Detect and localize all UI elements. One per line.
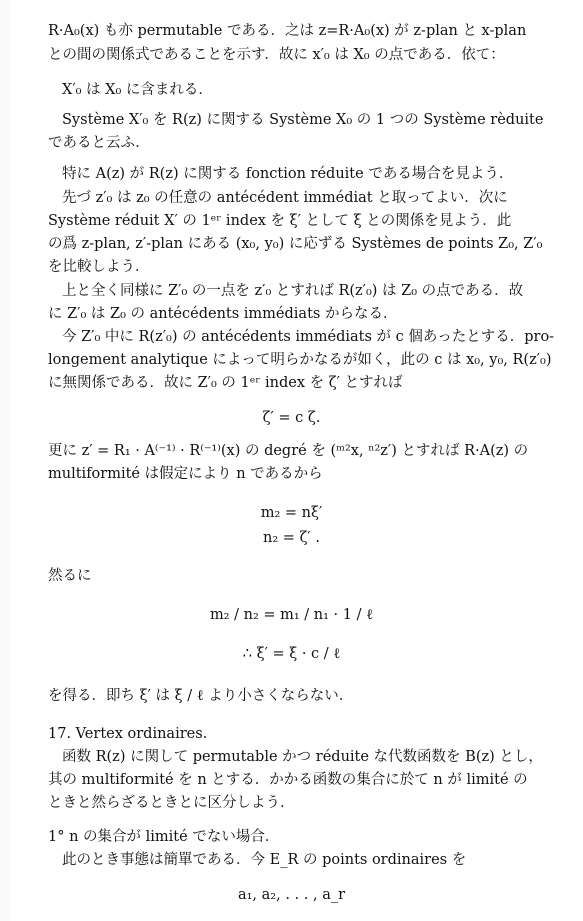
text-line: であると云ふ． — [48, 135, 150, 151]
section-heading: 17. Vertex ordinaires. — [48, 726, 208, 742]
equation: ζ′ = c ζ. — [262, 410, 321, 426]
equation: m₂ = nξ′ — [260, 505, 323, 521]
text-line: 更に z′ = R₁ · A⁽⁻¹⁾ · R⁽⁻¹⁾(x) の degré を (ᵐ²x, ⁿ²z′) とすれば R·A(z) の — [48, 443, 529, 459]
text-line: との間の関係式であることを示す．故に x′₀ は X₀ の点である．依て： — [48, 47, 505, 63]
text-line: 函数 R(z) に関して permutable かつ réduite な代数函数を B(z) とし， — [62, 749, 543, 765]
text-line: ときと然らざるときとに区分しよう． — [48, 795, 295, 811]
text-line: を比較しよう． — [48, 259, 150, 275]
text-line: に無関係である．故に Z′₀ の 1ᵉʳ index を ζ′ とすれば — [48, 375, 403, 391]
text-line: 先づ z′₀ は z₀ の任意の antécédent immédiat と取ってよい．次に — [62, 190, 508, 206]
text-line: 其の multiformité を n とする．かかる函数の集合に於て n が limité の — [48, 772, 528, 788]
text-line: の爲 z-plan, z′-plan にある (x₀, y₀) に応ずる Systèmes de points Z₀, Z′₀ — [48, 236, 543, 252]
text-line: 上と全く同様に Z′₀ の一点を z′₀ とすれば R(z′₀) は Z₀ の点である．故 — [62, 283, 524, 299]
subsection-heading: 1° n の集合が limité でない場合． — [48, 829, 280, 845]
text-line: を得る．即ち ξ′ は ξ / ℓ より小さくならない． — [48, 688, 354, 704]
equation: ∴ ξ′ = ξ · c / ℓ — [242, 646, 341, 662]
equation: m₂ / n₂ = m₁ / n₁ · 1 / ℓ — [209, 607, 374, 623]
text-line: に Z′₀ は Z₀ の antécédents immédiats からなる． — [48, 306, 398, 322]
text-line: R·A₀(x) も亦 permutable である．之は z=R·A₀(x) が z-plan と x-plan — [48, 23, 527, 39]
text-line: 特に A(z) が R(z) に関する fonction réduite である場合を見よう． — [62, 166, 514, 182]
text-line: Système X′₀ を R(z) に関する Système X₀ の 1 つの Système rèduite — [62, 112, 544, 128]
text-line: 今 Z′₀ 中に R(z′₀) の antécédents immédiats が c 個あったとする．pro- — [62, 329, 555, 345]
text-line: X′₀ は X₀ に含まれる． — [62, 82, 213, 98]
text-line: longement analytique によって明らかなるが如く，此の c は x₀, y₀, R(z′₀) — [48, 352, 552, 368]
equation: n₂ = ζ′ . — [263, 530, 320, 546]
scan-margin — [0, 0, 10, 921]
text-line: 此のとき事態は簡單である．今 E_R の points ordinaires を — [62, 852, 467, 868]
equation: a₁, a₂, . . . , a_r — [237, 887, 346, 903]
text-line: 然るに — [48, 568, 92, 584]
text-line: multiformité は假定により n であるから — [48, 466, 323, 482]
text-line: Système réduit X′ の 1ᵉʳ index を ξ′ として ξ との関係を見よう．此 — [48, 213, 512, 229]
